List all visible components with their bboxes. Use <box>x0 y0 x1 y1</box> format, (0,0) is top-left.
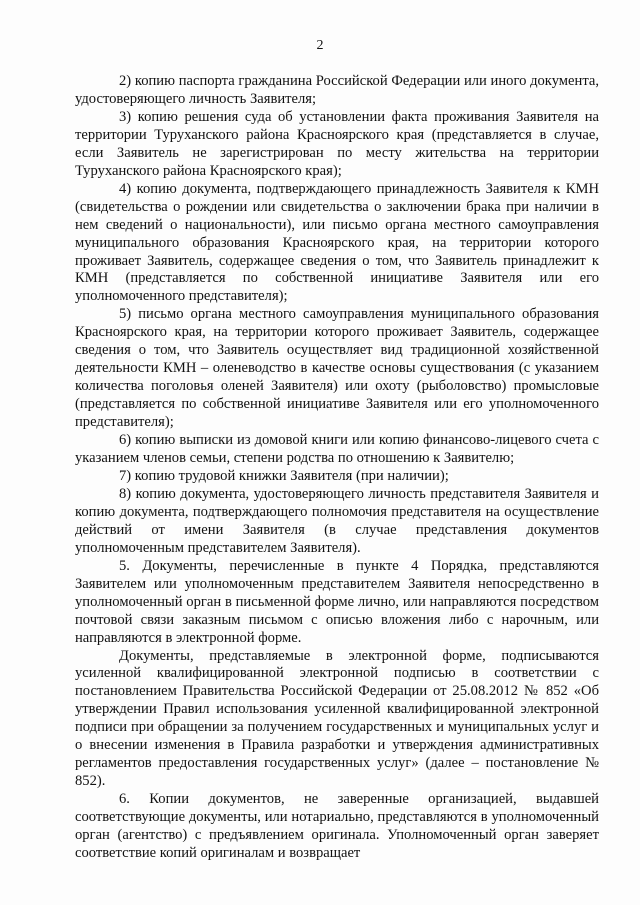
paragraph-item-5-local-government-letter: 5) письмо органа местного самоуправления муниципального образования Красноярского края, на территории которого проживает Заявитель, содержащее сведения о том, что Заявитель осуществляет вид традиционной хозяйственной деятельности КМН – оленеводство в качестве основы существования (с указанием количества поголовья оленей Заявителя) или охоту (рыболовство) промысловые (представляется по собственной инициативе Заявителя или его уполномоченного представителя); <box>75 306 599 431</box>
paragraph-section-6-copies: 6. Копии документов, не заверенные организацией, выдавшей соответствующие документы, или нотариально, представляются в уполномоченный орган (агентство) с предъявлением оригинала. Уполномоченный орган заверяет соответствие копий оригиналам и возвращает <box>75 791 599 861</box>
paragraph-item-2-passport: 2) копию паспорта гражданина Российской Федерации или иного документа, удостоверяющего личность Заявителя; <box>75 73 599 107</box>
paragraph-item-8-representative: 8) копию документа, удостоверяющего личность представителя Заявителя и копию документа, подтверждающего полномочия представителя на осуществление действий от имени Заявителя (в случае представления документов уполномоченным представителем Заявителя). <box>75 485 599 556</box>
paragraph-electronic-signature: Документы, представляемые в электронной форме, подписываются усиленной квалифицированной электронной подписью в соответствии с постановлением Правительства Российской Федерации от 25.08.2012 № 852 «Об утверждении Правил использования усиленной квалифицированной электронной подписи при обращении за получением государственных и муниципальных услуг и о внесении изменения в Правила разработки и утверждения административных регламентов предоставления государственных услуг» (далее – постановление № 852). <box>75 647 599 790</box>
paragraph-section-5-submission: 5. Документы, перечисленные в пункте 4 Порядка, представляются Заявителем или уполномоченным представителем Заявителя непосредственно в уполномоченный орган в письменной форме лично, или направляются посредством почтовой связи заказным письмом с описью вложения либо с нарочным, или направляются в электронной форме. <box>75 557 599 646</box>
paragraph-item-3-court-decision: 3) копию решения суда об установлении факта проживания Заявителя на территории Туруханского района Красноярского края (представляется в случае, если Заявитель не зарегистрирован по месту жительства на территории Туруханского района Красноярского края); <box>75 108 599 179</box>
page-number: 2 <box>316 38 324 53</box>
document-body <box>75 73 599 863</box>
paragraph-item-4-kmn-affiliation: 4) копию документа, подтверждающего принадлежность Заявителя к КМН (свидетельства о рождении или свидетельства о заключении брака при наличии в нем сведений о национальности), или письмо органа местного самоуправления муниципального образования Красноярского края, на территории которого проживает Заявитель, содержащее сведения о том, что Заявитель принадлежит к КМН (представляется по собственной инициативе Заявителя или его уполномоченного представителя); <box>75 180 599 305</box>
paragraph-item-7-work-book: 7) копию трудовой книжки Заявителя (при наличии); <box>119 467 449 484</box>
paragraph-item-6-house-book: 6) копию выписки из домовой книги или копию финансово-лицевого счета с указанием членов семьи, степени родства по отношению к Заявителю; <box>75 432 599 467</box>
